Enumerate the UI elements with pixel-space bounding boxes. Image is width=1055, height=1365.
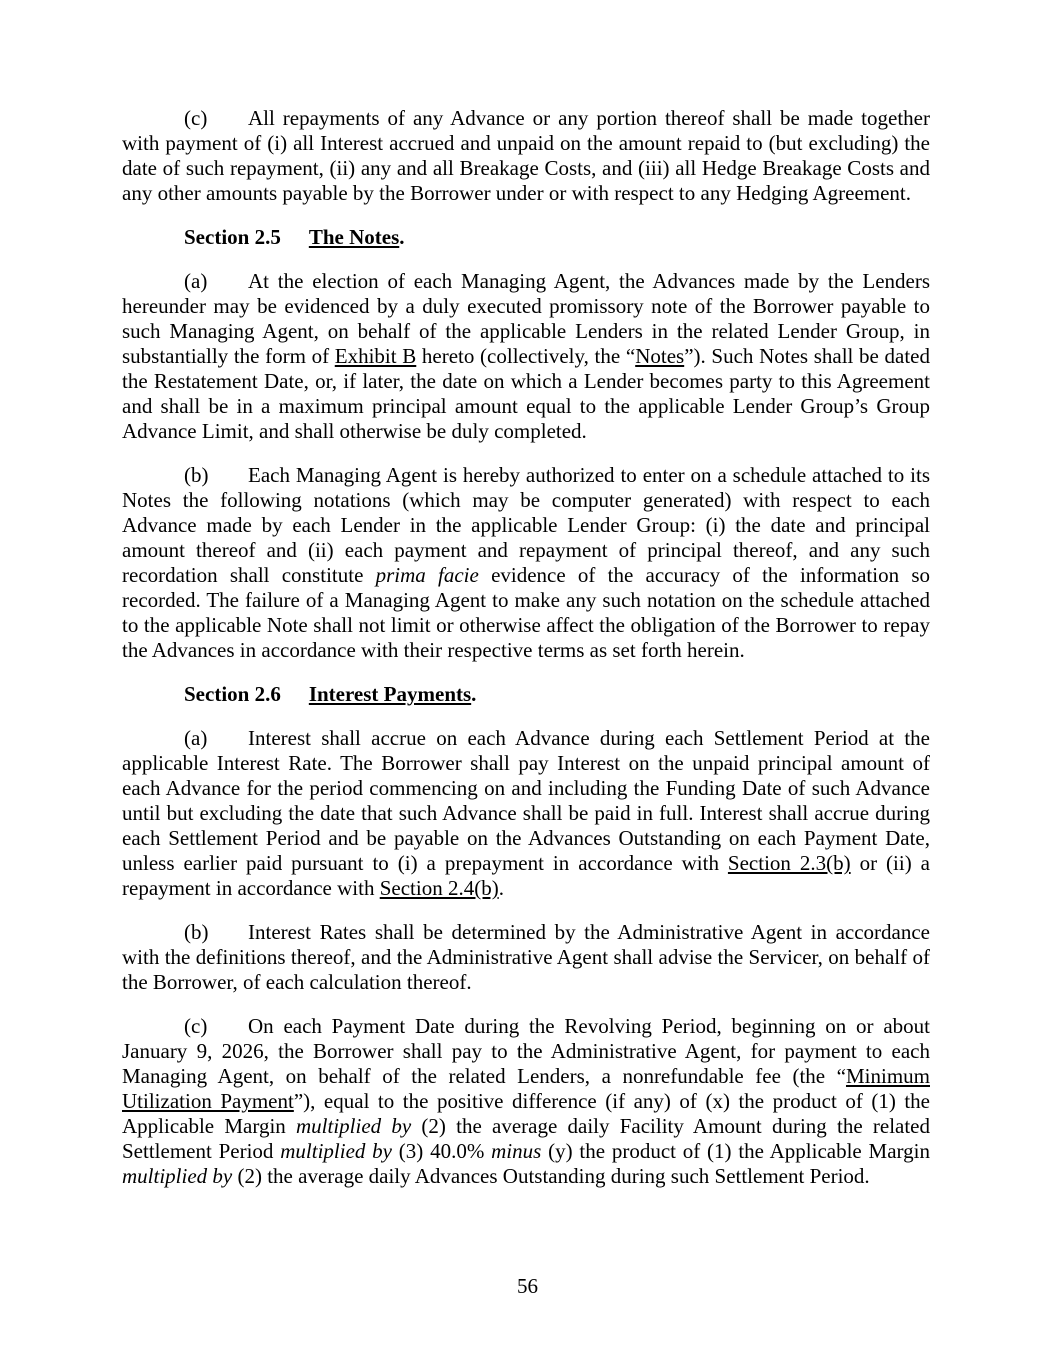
- text-run-underline: Section 2.4(b): [379, 876, 499, 900]
- page-number: 56: [517, 1274, 538, 1298]
- text-run: (y) the product of (1) the Applicable Margin: [541, 1139, 930, 1163]
- section-heading-2-5: [122, 225, 930, 250]
- text-run-underline: Section 2.3(b): [727, 851, 851, 875]
- paragraph-2-6-c: [122, 1014, 930, 1189]
- paragraph-2-6-a: [122, 726, 930, 901]
- text-run: .: [498, 876, 504, 900]
- text-run: (2) the average daily Advances Outstanding during such Settlement Period.: [232, 1164, 870, 1188]
- text-run: ”). Such Notes shall be dated the Restatement Date, or, if later, the date on which a Lender becomes party to this Agreement and shall be in a maximum principal amount equal to the applicable Lender Group’s Group Advance Limit, and shall otherwise be duly completed.: [122, 344, 930, 443]
- text-run: evidence of the accuracy of the information so recorded. The failure of a Managing Agent to make any such notation on the schedule attached to the applicable Note shall not limit or otherwise affect the obligation of the Borrower to repay the Advances in accordance with their respective terms as set forth herein.: [122, 563, 930, 662]
- paragraph-2-5-a: [122, 269, 930, 444]
- text-run: All repayments of any Advance or any portion thereof shall be made together with payment of (i) all Interest accrued and unpaid on the amount repaid to (but excluding) the date of such repayment, (ii) any and all Breakage Costs, and (iii) all Hedge Breakage Costs and any other amounts payable by the Borrower under or with respect to any Hedging Agreement.: [122, 106, 930, 205]
- section-number: Section 2.5: [184, 225, 281, 249]
- text-run: ”), equal to the positive difference (if any) of (x) the product of (1) the Applicable Margin: [122, 1089, 931, 1138]
- text-run: Interest shall accrue on each Advance during each Settlement Period at the applicable Interest Rate. The Borrower shall pay Interest on the unpaid principal amount of each Advance for the period commencing on and including the Funding Date of such Advance until but excluding the date that such Advance shall be paid in full. Interest shall accrue during each Settlement Period and be payable on the Advances Outstanding on each Payment Date, unless earlier paid pursuant to (i) a prepayment in accordance with: [122, 726, 930, 875]
- text-run-underline: Minimum Utilization Payment: [122, 1064, 930, 1113]
- text-run: (3) 40.0%: [392, 1139, 492, 1163]
- text-run: Each Managing Agent is hereby authorized to enter on a schedule attached to its Notes the following notations (which may be computer generated) with respect to each Advance made by each Lender in the applicable Lender Group: (i) the date and principal amount thereof and (ii) each payment and repayment of principal thereof, and any such recordation shall constitute: [122, 463, 930, 587]
- paragraph-2-6-b: [122, 920, 930, 995]
- paragraph-label: (a): [184, 269, 208, 293]
- text-run: (2) the average daily Facility Amount during the related Settlement Period: [122, 1114, 931, 1163]
- section-number: Section 2.6: [184, 682, 281, 706]
- text-run-underline: Notes: [635, 344, 685, 368]
- text-run-italic: multiplied by: [296, 1114, 412, 1138]
- paragraph-label: (c): [184, 1014, 208, 1038]
- section-title-period: .: [399, 225, 405, 249]
- text-run: At the election of each Managing Agent, the Advances made by the Lenders hereunder may be evidenced by a duly executed promissory note of the Borrower payable to such Managing Agent, on behalf of the applicable Lenders in the related Lender Group, in substantially the form of: [122, 269, 930, 368]
- section-title-period: .: [471, 682, 477, 706]
- text-run-underline: Exhibit B: [334, 344, 417, 368]
- text-run-italic: multiplied by: [122, 1164, 233, 1188]
- paragraph-label: (c): [184, 106, 208, 130]
- text-run-italic: multiplied by: [280, 1139, 393, 1163]
- section-title: Interest Payments: [308, 682, 472, 706]
- text-run: or (ii) a repayment in accordance with: [122, 851, 930, 900]
- section-title: The Notes: [308, 225, 400, 249]
- paragraph-label: (b): [184, 463, 209, 487]
- paragraph-label: (b): [184, 920, 209, 944]
- paragraph-c-repayments: [122, 106, 930, 206]
- text-run: On each Payment Date during the Revolving Period, beginning on or about January 9, 2026, the Borrower shall pay to the Administrative Agent, for payment to each Managing Agent, on behalf of the related Lenders, a nonrefundable fee (the “: [122, 1014, 930, 1088]
- text-run: hereto (collectively, the “: [416, 344, 636, 368]
- paragraph-label: (a): [184, 726, 208, 750]
- section-heading-2-6: [122, 682, 930, 707]
- paragraph-2-5-b: [122, 463, 930, 663]
- text-run-italic: prima facie: [375, 563, 479, 587]
- text-run: Interest Rates shall be determined by the Administrative Agent in accordance with the definitions thereof, and the Administrative Agent shall advise the Servicer, on behalf of the Borrower, of each calculation thereof.: [122, 920, 930, 994]
- text-run-italic: minus: [491, 1139, 542, 1163]
